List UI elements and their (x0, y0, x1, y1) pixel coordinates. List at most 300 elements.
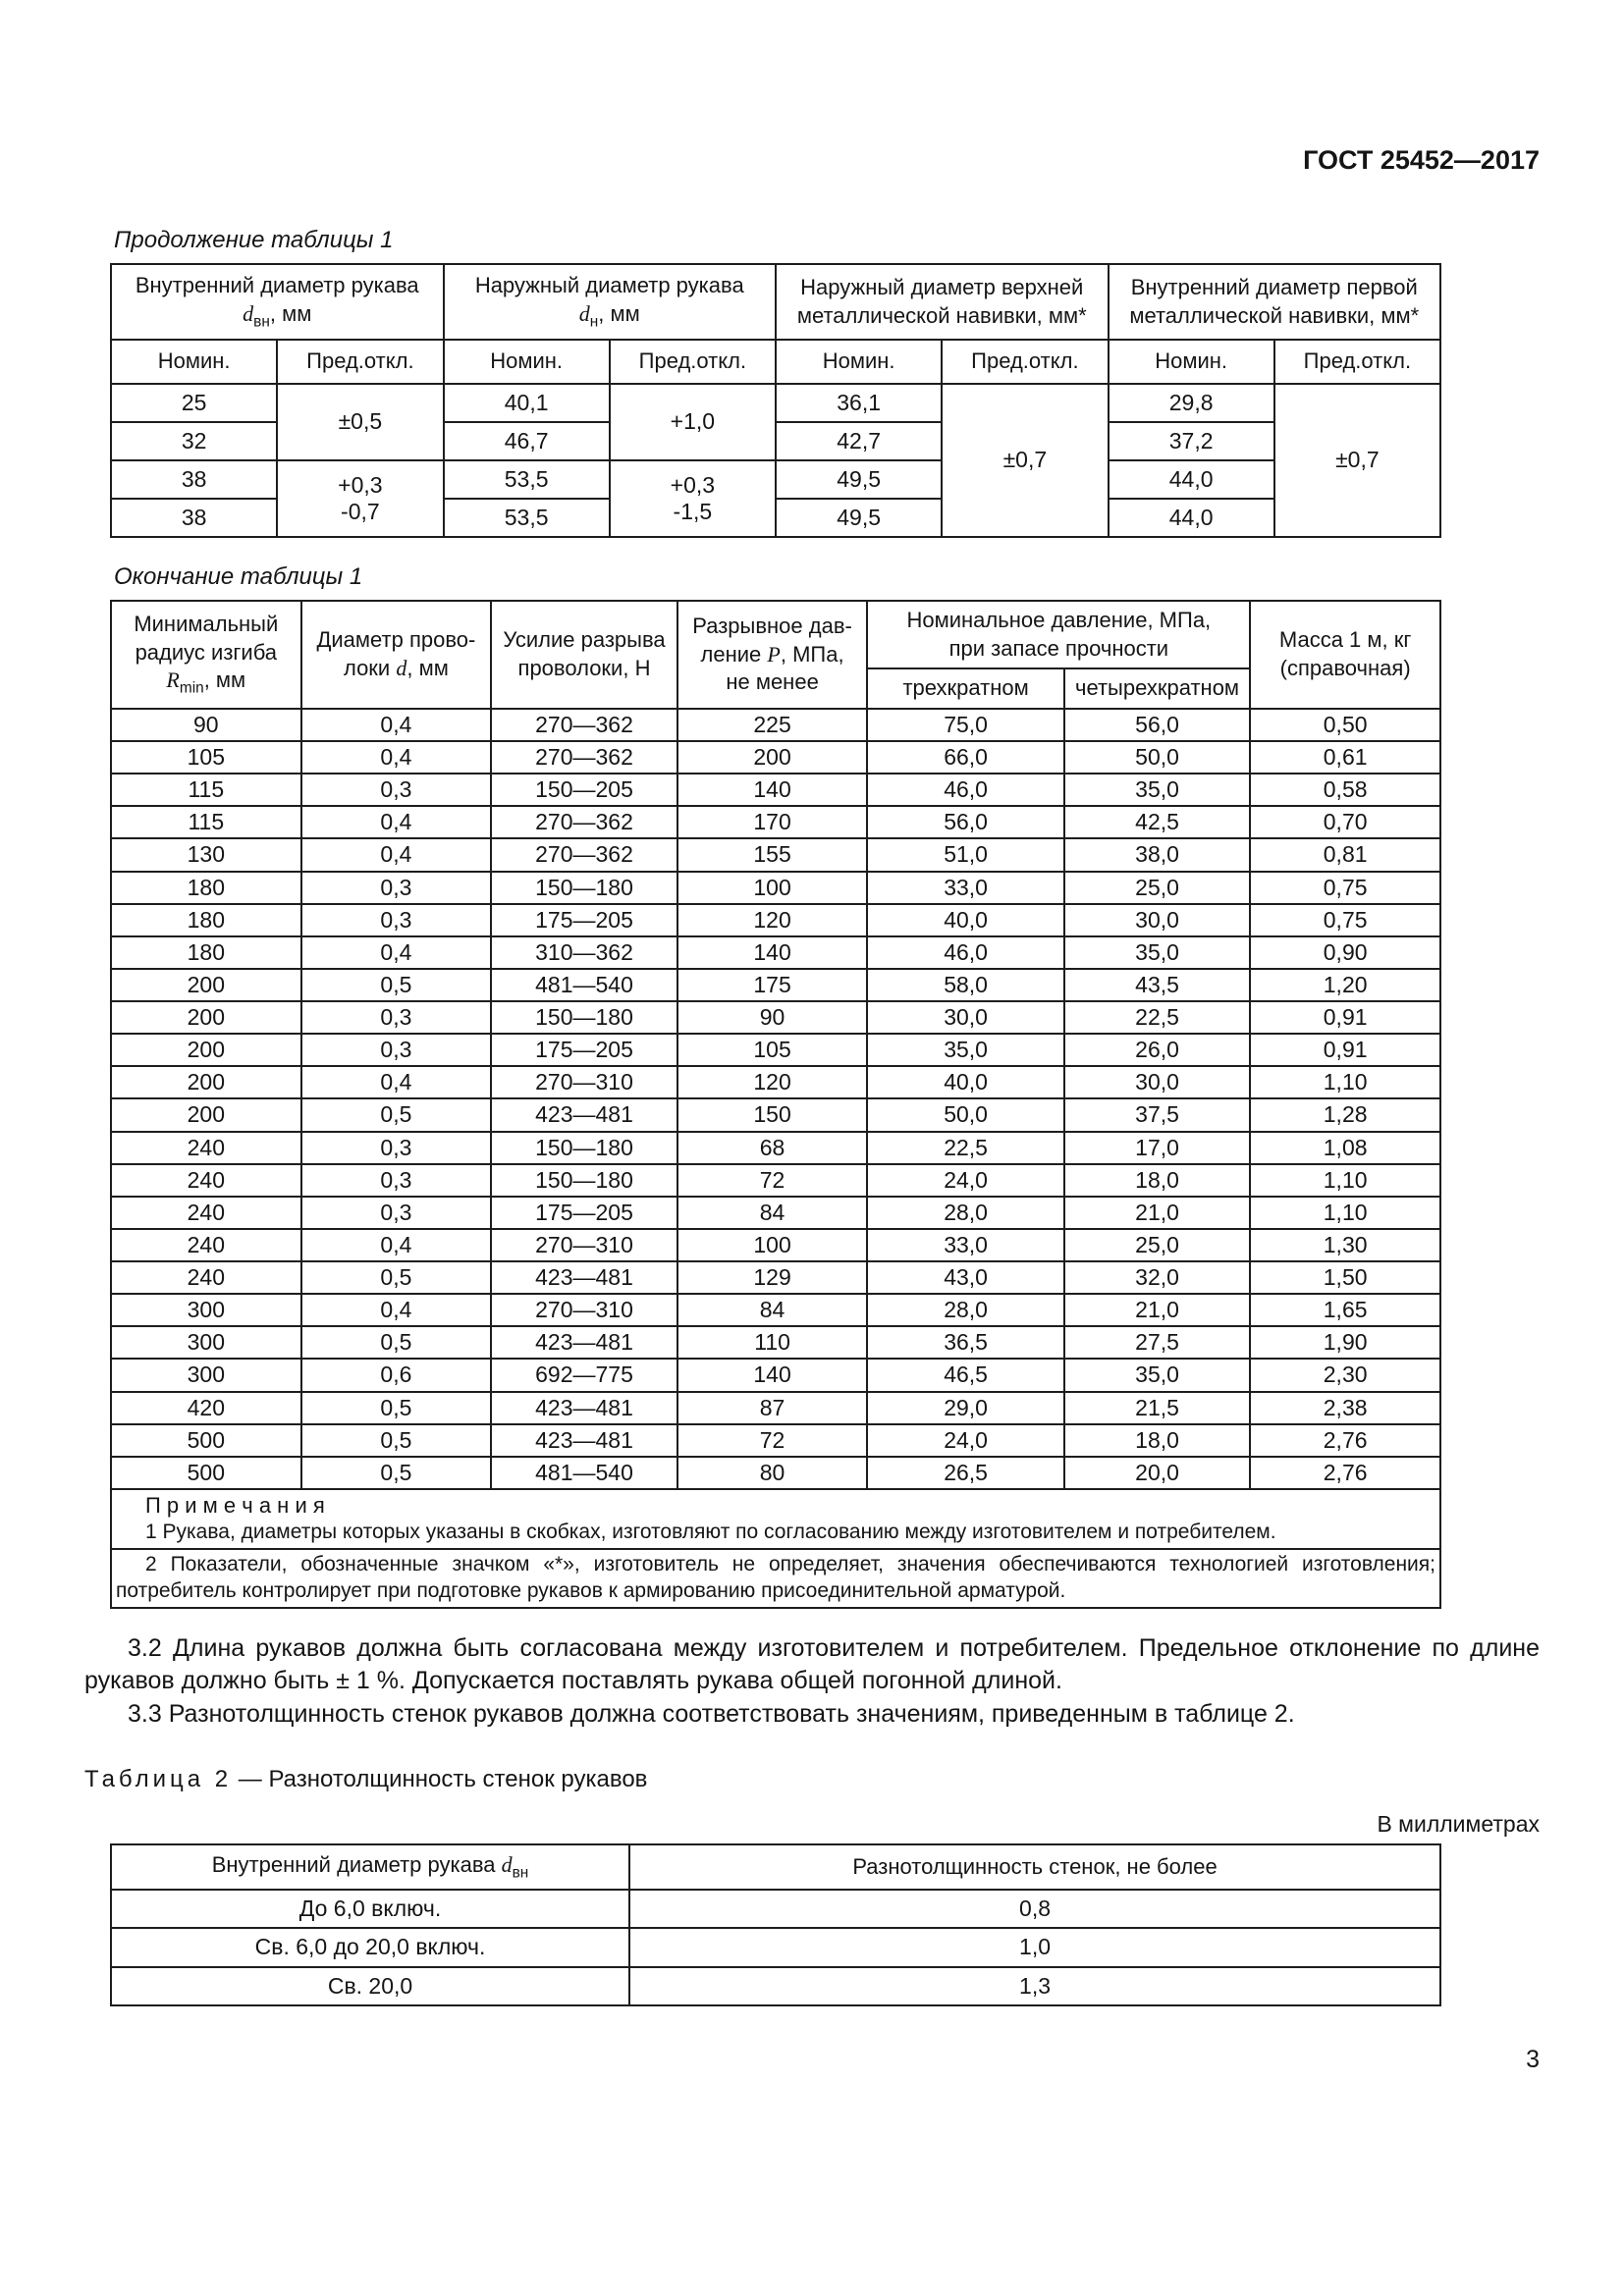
t1-tolerance-cell: ±0,5 (277, 384, 443, 460)
t1end-cell: 18,0 (1064, 1164, 1251, 1197)
t1end-cell: 180 (111, 904, 301, 936)
t1end-cell: 0,3 (301, 872, 492, 904)
table2-caption (84, 1766, 1540, 1793)
t1end-cell: 270—362 (491, 838, 677, 871)
t1end-cell: 500 (111, 1424, 301, 1457)
t2-cell: 0,8 (629, 1890, 1440, 1928)
t1end-cell: 2,30 (1250, 1359, 1440, 1391)
t1end-header-burst-pressure (677, 601, 868, 709)
t1end-cell: 18,0 (1064, 1424, 1251, 1457)
t1end-row (111, 1066, 1440, 1098)
t1end-cell: 692—775 (491, 1359, 677, 1391)
t1end-cell: 25,0 (1064, 872, 1251, 904)
t1end-cell: 0,75 (1250, 872, 1440, 904)
t1end-h4-line3: не менее (726, 669, 819, 695)
t1end-cell: 270—362 (491, 741, 677, 774)
t1end-cell: 0,5 (301, 1326, 492, 1359)
t1end-row (111, 1001, 1440, 1034)
t1-tolerance-cell (610, 460, 776, 537)
table1-continuation (110, 263, 1441, 538)
table2-caption-title: — Разнотолщинность стенок рукавов (238, 1765, 648, 1792)
t1end-cell: 1,65 (1250, 1294, 1440, 1326)
t1end-cell: 0,4 (301, 838, 492, 871)
t1end-h1-subscript: min (179, 679, 204, 697)
t1end-h1-line2: радиус изгиба (135, 639, 278, 665)
t1end-cell: 1,30 (1250, 1229, 1440, 1261)
t1end-cell: 0,91 (1250, 1001, 1440, 1034)
t1end-header-mass (1250, 601, 1440, 709)
t1end-h1-symbol: R (166, 667, 180, 693)
t1end-cell: 423—481 (491, 1261, 677, 1294)
t1-cell: 49,5 (776, 499, 942, 537)
t1end-cell: 40,0 (867, 904, 1063, 936)
t1-group-outer-hose-diameter (444, 264, 777, 340)
page-number: 3 (1526, 2045, 1540, 2073)
t1end-cell: 423—481 (491, 1326, 677, 1359)
t1end-cell: 240 (111, 1261, 301, 1294)
t1end-cell: 100 (677, 872, 868, 904)
note-1: 1 Рукава, диаметры которых указаны в скобках, изготовляют по согласованию между изготовителем и потребителем. (145, 1521, 1276, 1544)
t1-group1-line1: Внутренний диаметр рукава (135, 273, 419, 297)
t1end-cell: 28,0 (867, 1294, 1063, 1326)
t2-header-wall-thickness: Разнотолщинность стенок, не более (629, 1844, 1440, 1890)
t1end-cell: 270—310 (491, 1294, 677, 1326)
table1-continuation-caption: Продолжение таблицы 1 (114, 227, 394, 253)
t1-row (111, 384, 1440, 422)
t1-cell: 38 (111, 460, 277, 499)
t1end-cell: 150—180 (491, 1132, 677, 1164)
t1end-h1-unit: , мм (203, 667, 246, 693)
t1end-header-nominal-pressure-group (867, 601, 1250, 668)
t1end-notes-row-2 (111, 1549, 1440, 1608)
t1end-cell: 1,10 (1250, 1066, 1440, 1098)
t1end-cell: 140 (677, 774, 868, 806)
t1end-cell: 115 (111, 806, 301, 838)
t1end-cell: 150—180 (491, 1001, 677, 1034)
t1end-cell: 140 (677, 1359, 868, 1391)
t1end-cell: 423—481 (491, 1392, 677, 1424)
t1end-cell: 300 (111, 1326, 301, 1359)
t1end-cell: 0,75 (1250, 904, 1440, 936)
t1-group3-line2: металлической навивки, мм* (796, 302, 1087, 328)
t2-cell: Св. 20,0 (111, 1967, 629, 2005)
t1end-body (111, 709, 1440, 1489)
t1-subheader-nominal: Номин. (1109, 340, 1274, 384)
t1end-cell: 24,0 (867, 1164, 1063, 1197)
t1-tolerance-plus: +0,3 (670, 471, 716, 498)
t1end-row (111, 709, 1440, 741)
t1end-h7-line1: Масса 1 м, кг (1278, 627, 1412, 653)
t1end-cell: 46,0 (867, 936, 1063, 969)
t1end-cell: 56,0 (867, 806, 1063, 838)
t1end-row (111, 806, 1440, 838)
t1end-notes-row-1 (111, 1489, 1440, 1549)
t1end-cell: 423—481 (491, 1424, 677, 1457)
t1end-h7-line2: (справочная) (1279, 655, 1411, 680)
t1end-cell: 200 (111, 1098, 301, 1131)
t1end-cell: 37,5 (1064, 1098, 1251, 1131)
t1end-group-line2: при запасе прочности (948, 635, 1169, 661)
t1-tolerance-minus: -1,5 (673, 498, 713, 524)
t1end-header-min-bend-radius (111, 601, 301, 709)
t1-group3-line1: Наружный диаметр верхней (800, 274, 1084, 299)
t1end-header-threefold: трехкратном (867, 668, 1063, 709)
t1end-h4-unit: , МПа, (780, 641, 844, 667)
t1end-row (111, 1326, 1440, 1359)
t1end-cell: 40,0 (867, 1066, 1063, 1098)
t2-cell: До 6,0 включ. (111, 1890, 629, 1928)
t1end-cell: 0,3 (301, 1164, 492, 1197)
t1-cell: 44,0 (1109, 499, 1274, 537)
t1-tolerance-minus: -0,7 (341, 498, 380, 524)
t1end-cell: 0,4 (301, 1294, 492, 1326)
t1end-h2-line1: Диаметр прово- (316, 627, 476, 653)
t1-tolerance-cell: ±0,7 (1274, 384, 1440, 538)
t1end-row (111, 1229, 1440, 1261)
t1end-h2-unit: , мм (406, 655, 449, 680)
t1end-cell: 0,58 (1250, 774, 1440, 806)
t1end-cell: 0,3 (301, 1001, 492, 1034)
t1end-cell: 0,91 (1250, 1034, 1440, 1066)
units-note: В миллиметрах (1377, 1810, 1540, 1837)
t2-row (111, 1967, 1440, 2005)
t1end-cell: 50,0 (867, 1098, 1063, 1131)
t1end-cell: 0,3 (301, 774, 492, 806)
t1-cell: 40,1 (444, 384, 610, 422)
t1end-cell: 270—310 (491, 1066, 677, 1098)
t1end-cell: 30,0 (867, 1001, 1063, 1034)
t2-cell: 1,3 (629, 1967, 1440, 2005)
t1end-cell: 120 (677, 1066, 868, 1098)
t1end-row (111, 1457, 1440, 1489)
t1end-cell: 2,76 (1250, 1424, 1440, 1457)
t1-cell: 44,0 (1109, 460, 1274, 499)
t1end-cell: 200 (111, 1066, 301, 1098)
t1end-cell: 200 (111, 1001, 301, 1034)
t1-group-inner-coil-diameter (1109, 264, 1441, 340)
notes-title: П р и м е ч а н и я (145, 1492, 325, 1518)
t1-tolerance-cell: +1,0 (610, 384, 776, 460)
t1end-cell: 24,0 (867, 1424, 1063, 1457)
t1end-cell: 17,0 (1064, 1132, 1251, 1164)
t1end-header-wire-diameter (301, 601, 492, 709)
t1end-h2-line2: локи (343, 655, 397, 680)
t1end-header-breaking-force (491, 601, 677, 709)
t1end-cell: 170 (677, 806, 868, 838)
t1end-cell: 21,0 (1064, 1294, 1251, 1326)
t1end-row (111, 969, 1440, 1001)
t1end-cell: 200 (111, 969, 301, 1001)
t1end-cell: 150 (677, 1098, 868, 1131)
t1end-cell: 200 (677, 741, 868, 774)
t1-tolerance-plus: +0,3 (338, 471, 383, 498)
t1end-cell: 90 (111, 709, 301, 741)
t1end-header-row (111, 601, 1440, 668)
t1-group2-symbol: d (578, 300, 590, 326)
t1end-row (111, 1294, 1440, 1326)
t1end-cell: 175—205 (491, 1197, 677, 1229)
t1end-h2-symbol: d (396, 655, 407, 680)
t1end-cell: 1,08 (1250, 1132, 1440, 1164)
t1end-cell: 26,0 (1064, 1034, 1251, 1066)
t1-row (111, 460, 1440, 499)
t1end-row (111, 1424, 1440, 1457)
t1end-cell: 300 (111, 1359, 301, 1391)
t1-cell: 25 (111, 384, 277, 422)
t1end-cell: 90 (677, 1001, 868, 1034)
paragraph-3-3: 3.3 Разнотолщинность стенок рукавов должна соответствовать значениям, приведенным в таблице 2. (128, 1699, 1295, 1728)
t1end-h1-line1: Минимальный (134, 612, 279, 637)
t1-cell: 42,7 (776, 422, 942, 460)
t1end-cell: 36,5 (867, 1326, 1063, 1359)
t1end-cell: 35,0 (1064, 1359, 1251, 1391)
t1end-cell: 100 (677, 1229, 868, 1261)
t1-cell: 37,2 (1109, 422, 1274, 460)
t1end-cell: 33,0 (867, 1229, 1063, 1261)
t1end-row (111, 936, 1440, 969)
t1end-cell: 130 (111, 838, 301, 871)
table2 (110, 1843, 1441, 2006)
t1end-cell: 200 (111, 1034, 301, 1066)
t1end-row (111, 1359, 1440, 1391)
t2-row (111, 1890, 1440, 1928)
t1-group1-unit: , мм (269, 300, 312, 326)
t1end-cell: 0,70 (1250, 806, 1440, 838)
table1-end-caption: Окончание таблицы 1 (114, 563, 363, 591)
t1end-cell: 51,0 (867, 838, 1063, 871)
t1end-cell: 27,5 (1064, 1326, 1251, 1359)
t1end-cell: 175—205 (491, 904, 677, 936)
t1end-cell: 20,0 (1064, 1457, 1251, 1489)
t1end-cell: 42,5 (1064, 806, 1251, 838)
t1end-cell: 240 (111, 1229, 301, 1261)
notes-cell-2 (111, 1549, 1440, 1608)
t1end-cell: 481—540 (491, 1457, 677, 1489)
t1end-cell: 72 (677, 1164, 868, 1197)
t1end-cell: 2,38 (1250, 1392, 1440, 1424)
t1end-cell: 175 (677, 969, 868, 1001)
t1end-cell: 120 (677, 904, 868, 936)
t1end-notes (111, 1489, 1440, 1608)
t1end-h3-line2: проволоки, Н (517, 655, 651, 680)
t1end-cell: 240 (111, 1132, 301, 1164)
t1end-cell: 35,0 (1064, 936, 1251, 969)
t1end-cell: 1,10 (1250, 1164, 1440, 1197)
t2-cell: 1,0 (629, 1928, 1440, 1966)
t1end-cell: 66,0 (867, 741, 1063, 774)
t1end-cell: 58,0 (867, 969, 1063, 1001)
t1end-row (111, 1261, 1440, 1294)
t1-cell: 36,1 (776, 384, 942, 422)
t1end-row (111, 774, 1440, 806)
t1-tolerance-cell (277, 460, 443, 537)
t1end-cell: 270—310 (491, 1229, 677, 1261)
t1end-cell: 68 (677, 1132, 868, 1164)
t1end-cell: 0,4 (301, 1066, 492, 1098)
t1-subheader-nominal: Номин. (111, 340, 277, 384)
t1end-cell: 43,5 (1064, 969, 1251, 1001)
t1end-cell: 2,76 (1250, 1457, 1440, 1489)
t1end-cell: 1,50 (1250, 1261, 1440, 1294)
note-2: 2 Показатели, обозначенные значком «*», изготовитель не определяет, значения обеспечиваются технологией изготовления; потребитель контролирует при подготовке рукавов к армированию присоединительной арматурой. (116, 1553, 1435, 1603)
t1end-cell: 0,4 (301, 806, 492, 838)
t1end-cell: 80 (677, 1457, 868, 1489)
t1end-cell: 56,0 (1064, 709, 1251, 741)
t1-cell: 46,7 (444, 422, 610, 460)
t1end-cell: 38,0 (1064, 838, 1251, 871)
t1-cell: 29,8 (1109, 384, 1274, 422)
t1end-h3-line1: Усилие разрыва (503, 627, 666, 653)
t2-cell: Св. 6,0 до 20,0 включ. (111, 1928, 629, 1966)
t1end-cell: 1,20 (1250, 969, 1440, 1001)
t1end-row (111, 1164, 1440, 1197)
t1end-cell: 22,5 (1064, 1001, 1251, 1034)
t1end-cell: 270—362 (491, 806, 677, 838)
t1end-cell: 22,5 (867, 1132, 1063, 1164)
t1end-cell: 75,0 (867, 709, 1063, 741)
t1end-h4-symbol: P (767, 641, 781, 667)
t1end-cell: 28,0 (867, 1197, 1063, 1229)
t2-body (111, 1890, 1440, 2004)
t1end-cell: 21,5 (1064, 1392, 1251, 1424)
t1end-row (111, 872, 1440, 904)
t1end-cell: 481—540 (491, 969, 677, 1001)
t1end-header-fourfold: четырехкратном (1064, 668, 1251, 709)
t1-group4-line1: Внутренний диаметр первой (1130, 274, 1418, 299)
t1end-cell: 420 (111, 1392, 301, 1424)
t1end-cell: 72 (677, 1424, 868, 1457)
t1end-row (111, 1098, 1440, 1131)
t1end-cell: 140 (677, 936, 868, 969)
t1-group2-unit: , мм (598, 300, 640, 326)
paragraph-3-2: 3.2 Длина рукавов должна быть согласована между изготовителем и потребителем. Предельное отклонение по длине рукавов должно быть ± 1 %. Допускается поставлять рукава общей погонной длиной. (84, 1634, 1540, 1695)
t1end-cell: 0,50 (1250, 709, 1440, 741)
t2-h1-subscript: вн (512, 1864, 529, 1882)
t1-cell: 49,5 (776, 460, 942, 499)
t1end-cell: 35,0 (867, 1034, 1063, 1066)
t1end-cell: 0,3 (301, 1034, 492, 1066)
t1end-cell: 110 (677, 1326, 868, 1359)
t1-subheader-nominal: Номин. (776, 340, 942, 384)
t1-subheader-nominal: Номин. (444, 340, 610, 384)
t1end-cell: 105 (677, 1034, 868, 1066)
t1end-cell: 150—205 (491, 774, 677, 806)
t1end-cell: 240 (111, 1164, 301, 1197)
t1end-group-line1: Номинальное давление, МПа, (906, 608, 1212, 633)
t1end-cell: 155 (677, 838, 868, 871)
t1-group4-line2: металлической навивки, мм* (1129, 302, 1420, 328)
t1end-cell: 0,6 (301, 1359, 492, 1391)
t1end-cell: 0,5 (301, 1392, 492, 1424)
t1-subheader-tolerance: Пред.откл. (1274, 340, 1440, 384)
t1end-cell: 150—180 (491, 1164, 677, 1197)
t1end-cell: 0,81 (1250, 838, 1440, 871)
t1end-cell: 0,4 (301, 936, 492, 969)
t1-cell: 53,5 (444, 499, 610, 537)
t1end-cell: 500 (111, 1457, 301, 1489)
t1end-cell: 21,0 (1064, 1197, 1251, 1229)
doc-number: ГОСТ 25452—2017 (1303, 145, 1540, 175)
t1end-cell: 0,4 (301, 1229, 492, 1261)
t1end-cell: 1,90 (1250, 1326, 1440, 1359)
t1end-cell: 35,0 (1064, 774, 1251, 806)
t1end-row (111, 741, 1440, 774)
t1end-h4-line2: ление (700, 641, 768, 667)
t1end-cell: 0,3 (301, 904, 492, 936)
t2-row (111, 1928, 1440, 1966)
t1end-cell: 300 (111, 1294, 301, 1326)
t1end-cell: 25,0 (1064, 1229, 1251, 1261)
t1end-cell: 84 (677, 1197, 868, 1229)
t1end-cell: 0,90 (1250, 936, 1440, 969)
t1end-row (111, 1392, 1440, 1424)
t1end-cell: 240 (111, 1197, 301, 1229)
t1-group1-symbol: d (243, 300, 254, 326)
t1end-cell: 32,0 (1064, 1261, 1251, 1294)
t1end-cell: 1,10 (1250, 1197, 1440, 1229)
t1end-cell: 29,0 (867, 1392, 1063, 1424)
t1end-cell: 423—481 (491, 1098, 677, 1131)
t1-group-inner-hose-diameter (111, 264, 444, 340)
t2-h1-symbol: d (501, 1851, 513, 1877)
t1end-h4-line1: Разрывное дав- (692, 614, 852, 639)
t1-cell: 32 (111, 422, 277, 460)
t1-subheader-tolerance: Пред.откл. (942, 340, 1108, 384)
t1-cell: 38 (111, 499, 277, 537)
t1end-cell: 26,5 (867, 1457, 1063, 1489)
t1end-cell: 105 (111, 741, 301, 774)
t1end-cell: 150—180 (491, 872, 677, 904)
t1end-cell: 0,4 (301, 741, 492, 774)
t2-header-inner-diameter (111, 1844, 629, 1890)
t1end-cell: 115 (111, 774, 301, 806)
t1end-cell: 0,3 (301, 1132, 492, 1164)
t1end-row (111, 838, 1440, 871)
t1end-cell: 30,0 (1064, 904, 1251, 936)
t1-group-header-row (111, 264, 1440, 340)
t1-group2-subscript: н (589, 312, 599, 330)
t1end-cell: 46,0 (867, 774, 1063, 806)
t1-group-outer-coil-diameter (776, 264, 1109, 340)
t1end-cell: 87 (677, 1392, 868, 1424)
t1end-cell: 180 (111, 872, 301, 904)
t1-subheader-row (111, 340, 1440, 384)
t1end-cell: 0,5 (301, 1457, 492, 1489)
t1end-row (111, 1034, 1440, 1066)
t1end-cell: 0,3 (301, 1197, 492, 1229)
t1end-cell: 0,5 (301, 1424, 492, 1457)
t1end-row (111, 1197, 1440, 1229)
t1end-cell: 180 (111, 936, 301, 969)
t1-tolerance-cell: ±0,7 (942, 384, 1108, 538)
notes-cell-1 (111, 1489, 1440, 1549)
t1end-cell: 1,28 (1250, 1098, 1440, 1131)
t1end-cell: 0,5 (301, 969, 492, 1001)
t1end-cell: 310—362 (491, 936, 677, 969)
t1end-cell: 0,5 (301, 1261, 492, 1294)
t1-cell: 53,5 (444, 460, 610, 499)
t1end-cell: 0,4 (301, 709, 492, 741)
t1end-cell: 175—205 (491, 1034, 677, 1066)
t1end-cell: 84 (677, 1294, 868, 1326)
t1end-cell: 43,0 (867, 1261, 1063, 1294)
t2-h1-text: Внутренний диаметр рукава (211, 1851, 502, 1877)
t1end-cell: 270—362 (491, 709, 677, 741)
t1end-row (111, 904, 1440, 936)
t1-subheader-tolerance: Пред.откл. (610, 340, 776, 384)
t1-subheader-tolerance: Пред.откл. (277, 340, 443, 384)
t1end-cell: 225 (677, 709, 868, 741)
